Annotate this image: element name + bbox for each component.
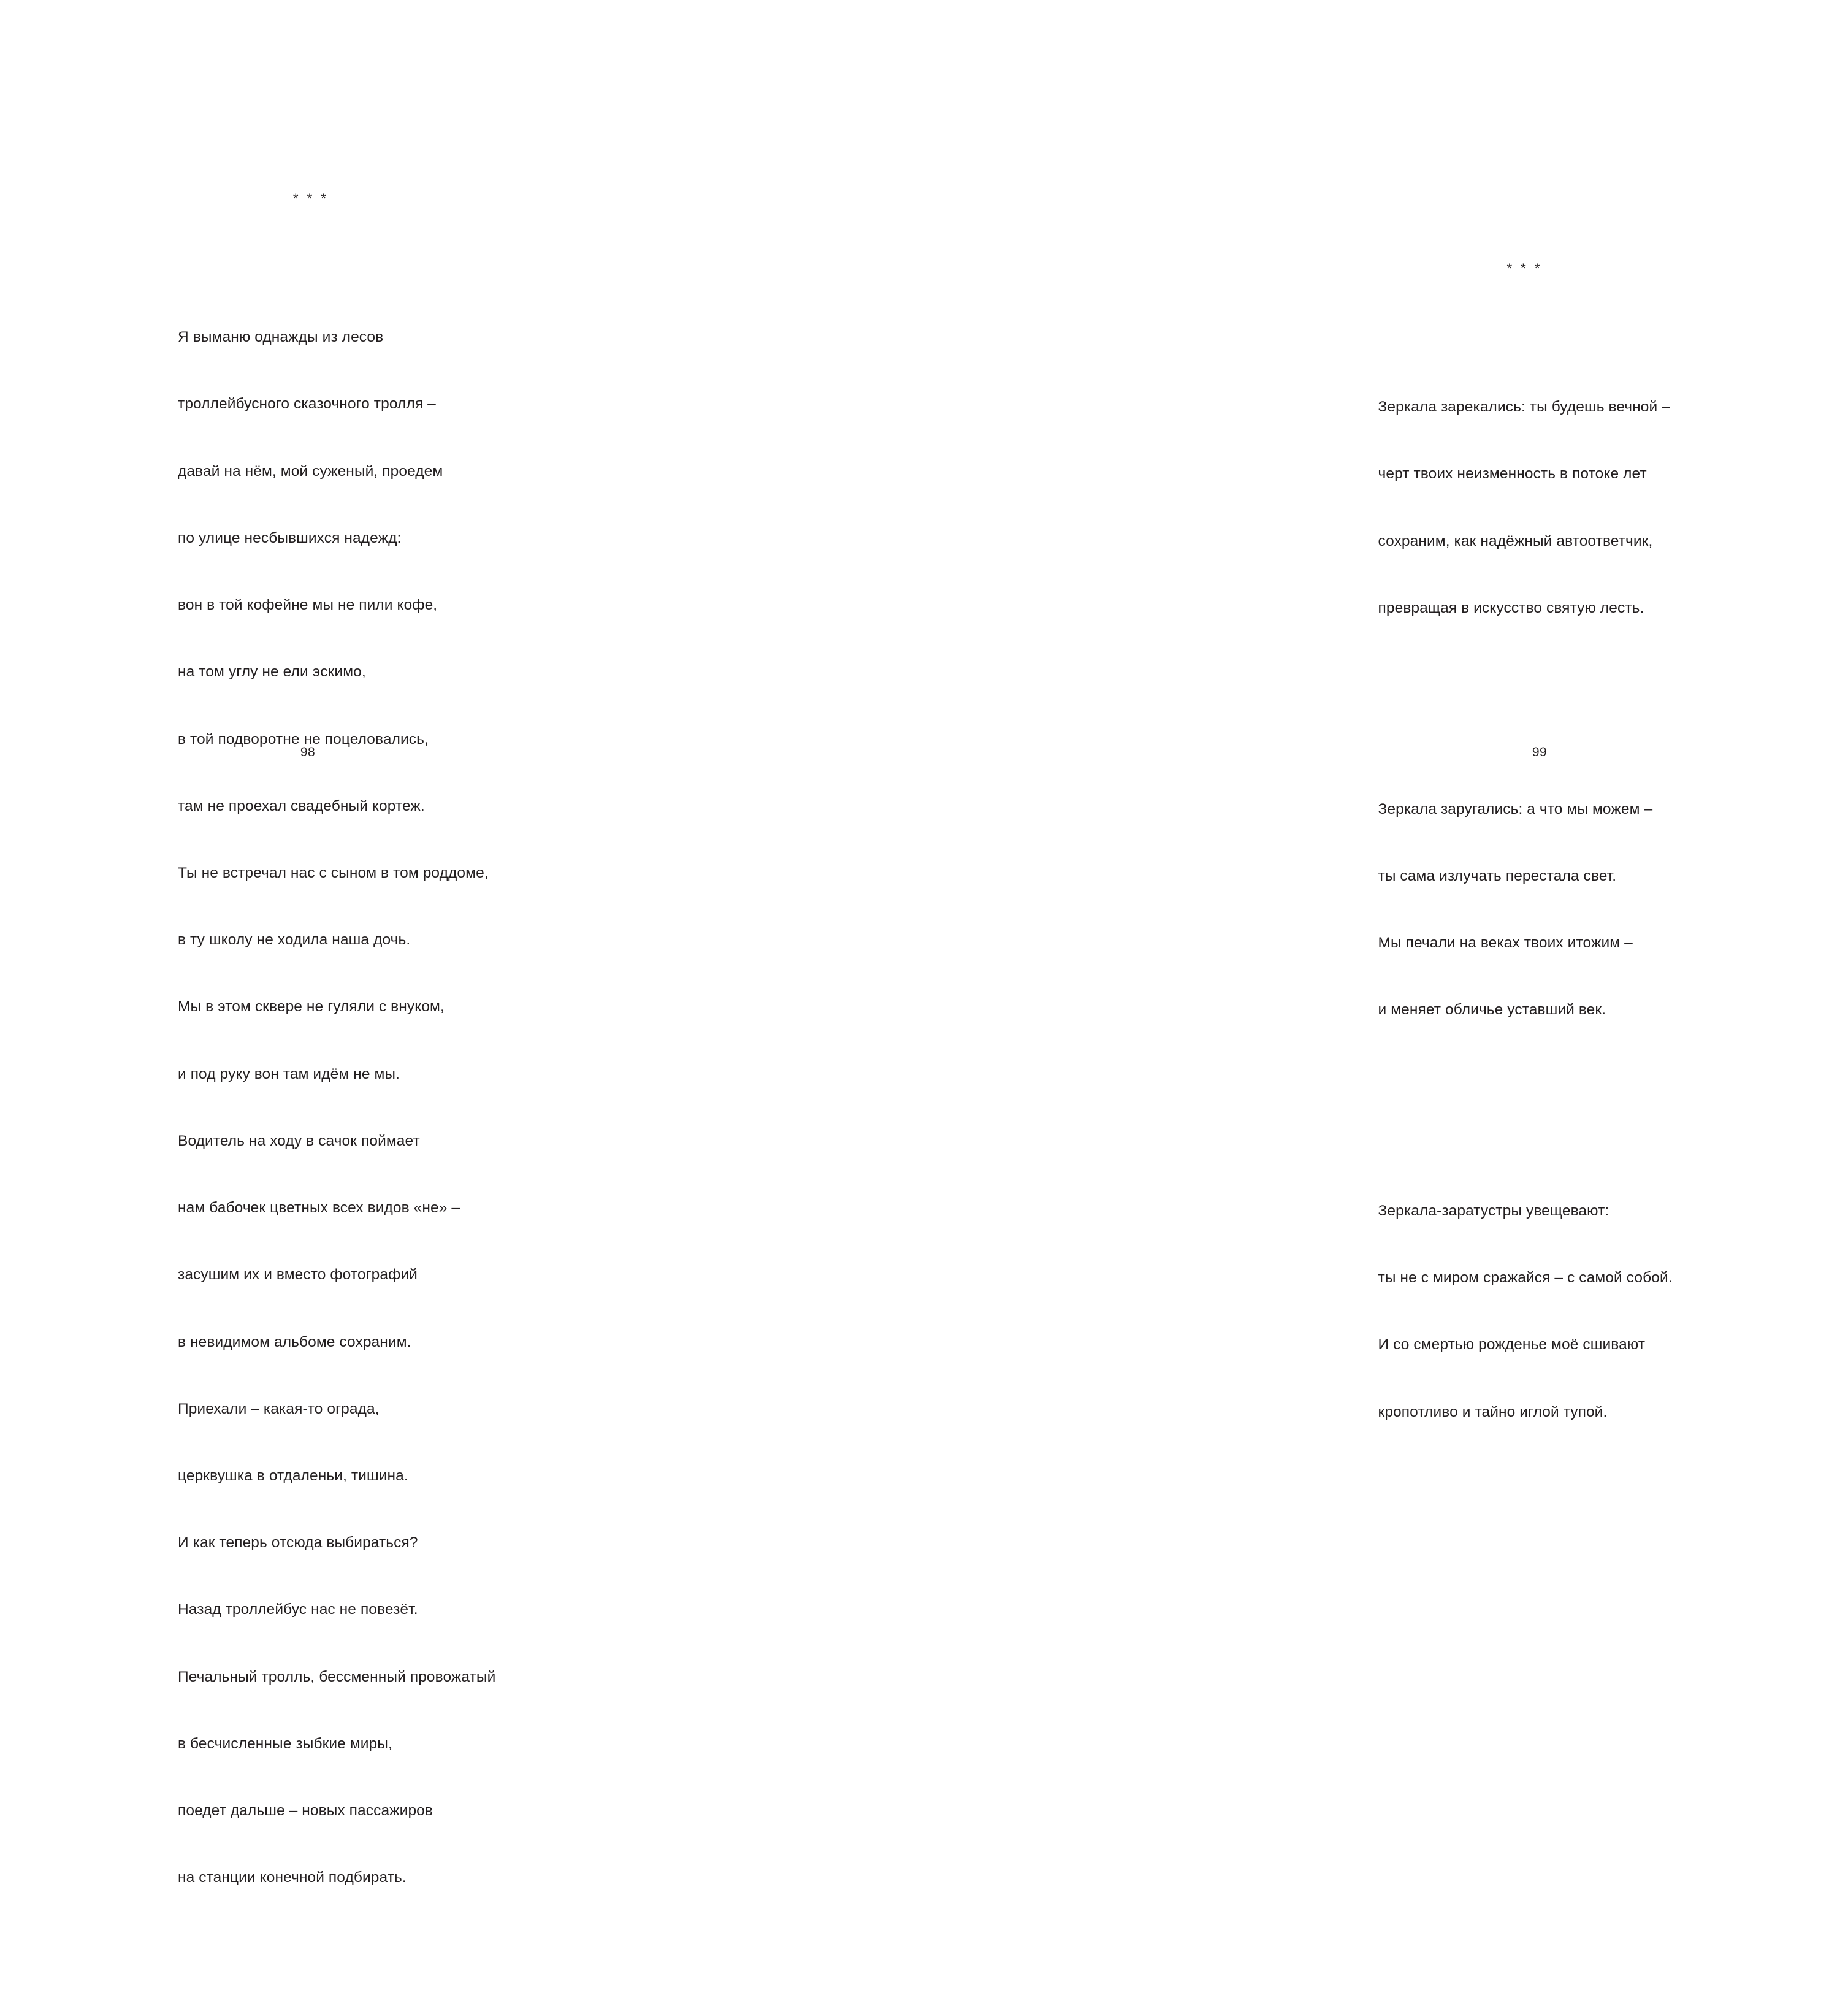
poem-line: троллейбусного сказочного тролля – <box>178 396 436 413</box>
poem-separator-asterisks: * * * <box>1506 261 1543 277</box>
poem-line: И как теперь отсюда выбираться? <box>178 1534 418 1551</box>
stanza <box>1378 754 1673 1066</box>
poem-line: в бесчисленные зыбкие миры, <box>178 1735 392 1752</box>
poem-line: ты сама излучать перестала свет. <box>1378 867 1617 884</box>
page-number-right: 99 <box>1532 745 1548 759</box>
left-page-poem <box>178 121 495 2001</box>
poem-line: в невидимом альбоме сохраним. <box>178 1333 411 1350</box>
poem-line: и меняет обличье уставший век. <box>1378 1001 1606 1019</box>
poem-line: давай на нём, мой суженый, проедем <box>178 462 443 480</box>
poem-line: Приехали – какая-то ограда, <box>178 1400 380 1417</box>
poem-line: Мы печали на веках твоих итожим – <box>1378 934 1633 951</box>
poem-separator-asterisks: * * * <box>293 191 329 207</box>
poem-line: там не проехал свадебный кортеж. <box>178 797 425 814</box>
poem-line: ты не с миром сражайся – с самой собой. <box>1378 1269 1673 1287</box>
poem-line: в той подворотне не поцеловались, <box>178 730 429 748</box>
poem-line: кропотливо и тайно иглой тупой. <box>1378 1403 1608 1420</box>
poem-line: сохраним, как надёжный автоответчик, <box>1378 532 1653 549</box>
poem-line: церквушка в отдаленьи, тишина. <box>178 1467 408 1484</box>
page-number-left: 98 <box>300 745 316 759</box>
poem-line: в ту школу не ходила наша дочь. <box>178 932 411 949</box>
poem-line: превращая в искусство святую лесть. <box>1378 599 1644 616</box>
poem-line: на станции конечной подбирать. <box>178 1869 407 1886</box>
poem-line: Печальный тролль, бессменный провожатый <box>178 1668 496 1685</box>
right-page-poem <box>1378 191 1673 1535</box>
poem-line: Зеркала-заратустры увещевают: <box>1378 1202 1609 1219</box>
poem-line: вон в той кофейне мы не пили кофе, <box>178 597 438 614</box>
poem-line: черт твоих неизменность в потоке лет <box>1378 465 1647 483</box>
poem-line: поедет дальше – новых пассажиров <box>178 1802 433 1819</box>
poem-line: Мы в этом сквере не гуляли с внуком, <box>178 998 445 1016</box>
poem-line: Ты не встречал нас с сыном в том роддоме, <box>178 865 489 881</box>
poem-line: Водитель на ходу в сачок поймает <box>178 1132 420 1149</box>
poem-line: засушим их и вместо фотографий <box>178 1266 418 1284</box>
stanza <box>1378 1155 1673 1468</box>
poem-line: И со смертью рожденье моё сшивают <box>1378 1336 1646 1353</box>
stanza <box>1378 351 1673 664</box>
poem-line: Назад троллейбус нас не повезёт. <box>178 1601 418 1618</box>
stanza <box>178 281 495 1934</box>
poem-line: и под руку вон там идём не мы. <box>178 1065 400 1082</box>
poem-line: Зеркала зарекались: ты будешь вечной – <box>1378 399 1670 416</box>
left-page <box>0 0 616 1886</box>
right-page <box>616 0 1673 1420</box>
poem-line: нам бабочек цветных всех видов «не» – <box>178 1199 460 1217</box>
poem-line: по улице несбывшихся надежд: <box>178 529 402 546</box>
poem-line: Зеркала заругались: а что мы можем – <box>1378 800 1653 817</box>
poem-line: на том углу не ели эскимо, <box>178 664 366 681</box>
poem-line: Я выманю однажды из лесов <box>178 329 384 346</box>
